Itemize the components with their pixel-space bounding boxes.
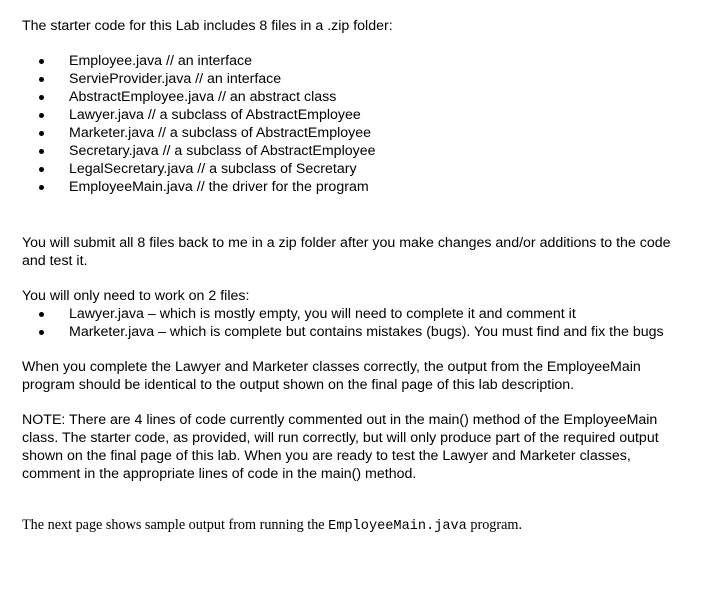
submit-paragraph: You will submit all 8 files back to me in a zip folder after you make changes and/or additions to the code and test it. <box>22 235 671 269</box>
code-filename: EmployeeMain.java <box>328 519 467 534</box>
final-text-before: The next page shows sample output from running the <box>22 517 329 533</box>
list-item: LegalSecretary.java // a subclass of Secretary <box>22 160 682 178</box>
list-item: ServieProvider.java // an interface <box>22 70 682 88</box>
intro-paragraph: The starter code for this Lab includes 8 files in a .zip folder: <box>22 18 393 34</box>
list-item: AbstractEmployee.java // an abstract class <box>22 88 682 106</box>
list-item: Marketer.java // a subclass of AbstractEmployee <box>22 124 682 142</box>
list-item: EmployeeMain.java // the driver for the program <box>22 178 682 196</box>
note-paragraph: NOTE: There are 4 lines of code currently commented out in the main() method of the EmployeeMain class. The starter code, as provided, will run correctly, but will only produce part of the required output shown on the final page of this lab. When you are ready to test the Lawyer and Marketer classes, comment in the appropriate lines of code in the main() method. <box>22 412 659 482</box>
complete-paragraph: When you complete the Lawyer and Marketer classes correctly, the output from the EmployeeMain program should be identical to the output shown on the final page of this lab description. <box>22 359 641 393</box>
document-page <box>22 17 682 536</box>
list-item: Secretary.java // a subclass of AbstractEmployee <box>22 142 682 160</box>
work-intro-paragraph: You will only need to work on 2 files: <box>22 288 250 304</box>
list-item: Marketer.java – which is complete but contains mistakes (bugs). You must find and fix the bugs <box>22 323 682 341</box>
list-item: Lawyer.java – which is mostly empty, you will need to complete it and comment it <box>22 305 682 323</box>
final-text-after: program. <box>466 517 523 533</box>
list-item: Employee.java // an interface <box>22 52 682 70</box>
starter-files-list <box>22 52 682 196</box>
work-files-list <box>22 305 682 341</box>
list-item: Lawyer.java // a subclass of AbstractEmployee <box>22 106 682 124</box>
final-paragraph <box>22 516 682 536</box>
